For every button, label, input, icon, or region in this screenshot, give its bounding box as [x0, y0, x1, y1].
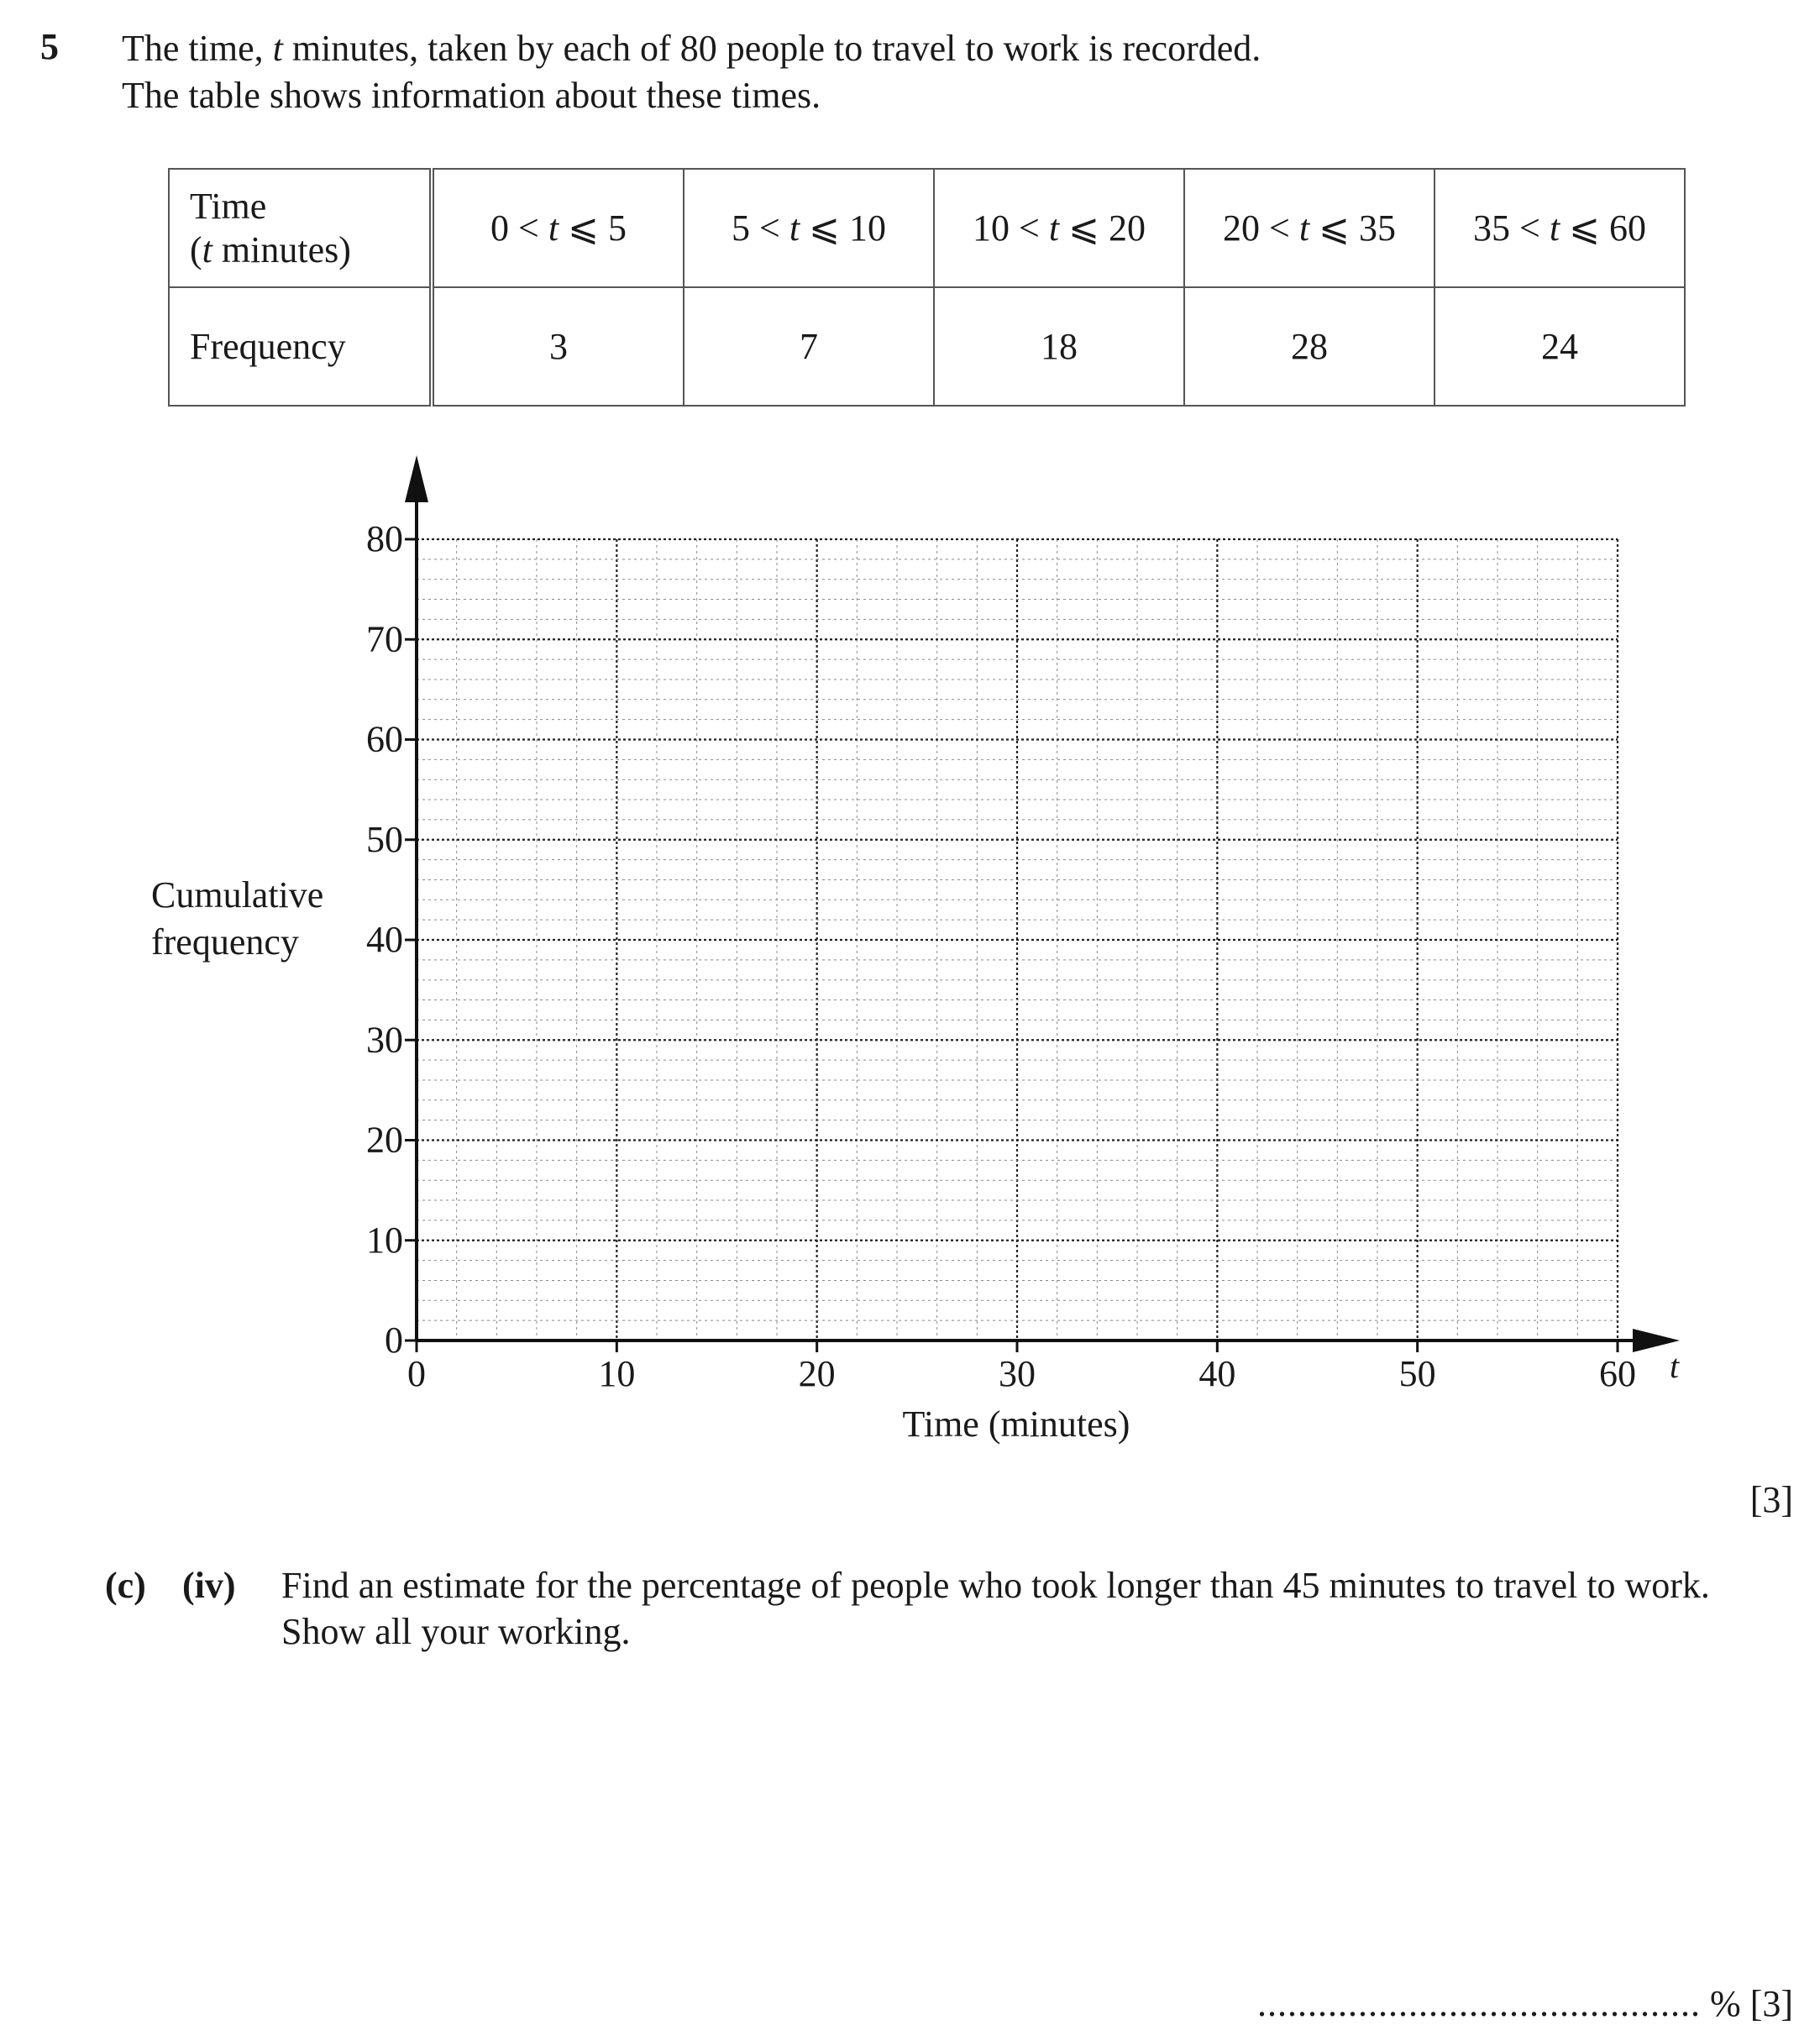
question-number: 5	[40, 26, 59, 67]
y-axis-label-line2: frequency	[151, 921, 299, 963]
y-tick-label: 10	[366, 1219, 403, 1261]
frequency-cell: 3	[432, 287, 684, 406]
interval-cell: 10 < t ⩽ 20	[934, 169, 1184, 287]
x-tick-label: 30	[999, 1353, 1036, 1394]
graph-axes	[405, 455, 1680, 1352]
part-question: Find an estimate for the percentage of people who took longer than 45 minutes to travel to work.	[281, 1565, 1710, 1606]
intro-line-2: The table shows information about these times.	[122, 75, 821, 116]
graph-ticks	[366, 518, 1636, 1394]
time-header-cell: Time (t minutes)	[169, 169, 432, 287]
x-tick-label: 40	[1198, 1353, 1236, 1394]
interval-cell: 20 < t ⩽ 35	[1184, 169, 1434, 287]
table-row-time	[169, 169, 1685, 287]
x-axis-label: Time (minutes)	[902, 1404, 1130, 1445]
sub-part-label: (iv)	[182, 1565, 236, 1606]
y-tick-label: 40	[366, 919, 403, 960]
part-label: (c)	[105, 1565, 146, 1606]
graph-marks: [3]	[1749, 1479, 1793, 1520]
frequency-cell: 28	[1184, 287, 1434, 406]
frequency-table	[168, 168, 1686, 407]
intro-line-1: The time, t minutes, taken by each of 80 people to travel to work is recorded.	[122, 28, 1261, 69]
answer-unit: %	[1710, 1983, 1741, 2024]
x-axis-symbol: t	[1670, 1347, 1680, 1385]
interval-cell: 5 < t ⩽ 10	[684, 169, 934, 287]
y-tick-label: 50	[366, 818, 403, 860]
y-tick-label: 30	[366, 1019, 403, 1061]
y-axis-label-line1: Cumulative	[151, 874, 324, 916]
answer-line[interactable]	[1257, 1982, 1793, 2025]
x-tick-label: 20	[798, 1353, 836, 1394]
frequency-cell: 7	[684, 287, 934, 406]
y-tick-label: 70	[366, 618, 403, 660]
y-tick-label: 20	[366, 1119, 403, 1161]
frequency-cell: 24	[1434, 287, 1685, 406]
y-tick-label: 0	[385, 1320, 403, 1361]
frequency-header-cell: Frequency	[169, 287, 432, 406]
part-instruction: Show all your working.	[281, 1611, 631, 1652]
x-tick-label: 0	[407, 1353, 426, 1394]
answer-marks: [3]	[1749, 1983, 1793, 2024]
part-text	[281, 1562, 1793, 1655]
y-axis-arrow	[405, 455, 428, 502]
graph-grid	[417, 539, 1618, 1341]
cumulative-frequency-graph[interactable]	[0, 454, 1820, 1461]
table-row-frequency	[169, 287, 1685, 406]
x-tick-label: 50	[1398, 1353, 1436, 1394]
x-tick-label: 10	[598, 1353, 636, 1394]
interval-cell: 0 < t ⩽ 5	[432, 169, 684, 287]
x-tick-label: 60	[1599, 1353, 1636, 1394]
question-intro	[122, 25, 1261, 119]
frequency-cell: 18	[934, 287, 1184, 406]
interval-cell: 35 < t ⩽ 60	[1434, 169, 1685, 287]
answer-dots[interactable]: ............................................	[1257, 1983, 1702, 2024]
y-tick-label: 60	[366, 718, 403, 760]
y-tick-label: 80	[366, 518, 403, 559]
